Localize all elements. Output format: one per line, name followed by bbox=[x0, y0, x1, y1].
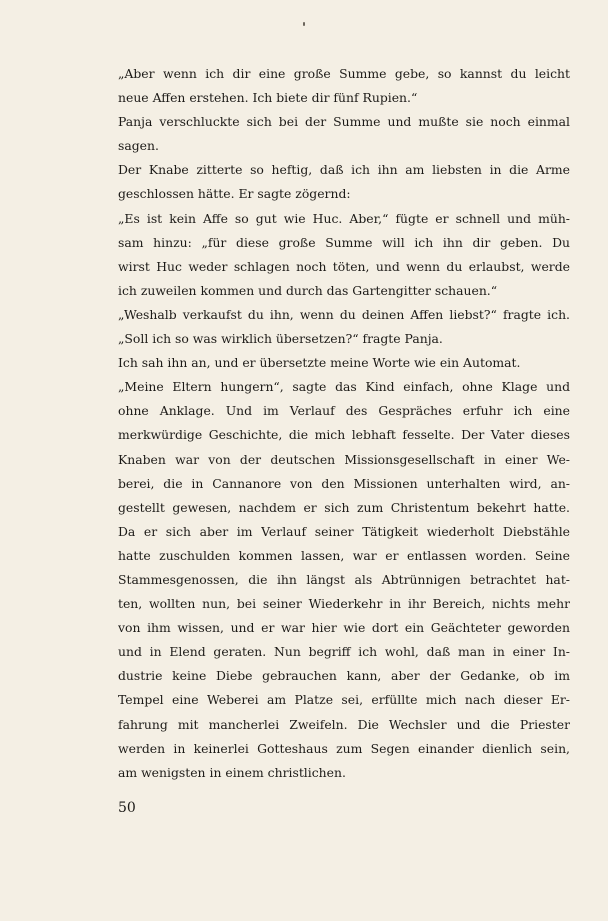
text-line: hatte zuschulden kommen lassen, war er entlassen worden. Seine bbox=[118, 547, 570, 563]
text-line: ten, wollten nun, bei seiner Wiederkehr in ihr Bereich, nichts mehr bbox=[118, 596, 570, 612]
text-line: dustrie keine Diebe gebrauchen kann, aber der Gedanke, ob im bbox=[118, 668, 570, 684]
text-line: sam hinzu: „für diese große Summe will ich ihn dir geben. Du bbox=[118, 234, 570, 250]
text-line: geschlossen hätte. Er sagte zögernd: bbox=[118, 186, 351, 202]
text-line: „Es ist kein Affe so gut wie Huc. Aber,“ fügte er schnell und müh- bbox=[118, 210, 570, 226]
text-line: am wenigsten in einem christlichen. bbox=[118, 764, 346, 780]
text-line: „Meine Eltern hungern“, sagte das Kind einfach, ohne Klage und bbox=[118, 379, 570, 395]
text-line: von ihm wissen, und er war hier wie dort ein Geächteter geworden bbox=[118, 620, 570, 636]
text-line: ohne Anklage. Und im Verlauf des Gespräches erfuhr ich eine bbox=[118, 403, 570, 419]
text-line: fahrung mit mancherlei Zweifeln. Die Wechsler und die Priester bbox=[118, 716, 570, 732]
text-line: berei, die in Cannanore von den Missionen unterhalten wird, an- bbox=[118, 475, 570, 491]
text-line: Der Knabe zitterte so heftig, daß ich ihn am liebsten in die Arme bbox=[118, 162, 570, 178]
text-line: „Aber wenn ich dir eine große Summe gebe, so kannst du leicht bbox=[118, 66, 570, 81]
text-line: Da er sich aber im Verlauf seiner Tätigkeit wiederholt Diebstähle bbox=[118, 523, 570, 539]
text-line: ich zuweilen kommen und durch das Gartengitter schauen.“ bbox=[118, 282, 498, 298]
paper-speck bbox=[303, 22, 305, 26]
text-line: „Soll ich so was wirklich übersetzen?“ fragte Panja. bbox=[118, 331, 443, 347]
text-line: werden in keinerlei Gotteshaus zum Segen einander dienlich sein, bbox=[118, 740, 570, 756]
text-line: merkwürdige Geschichte, die mich lebhaft fesselte. Der Vater dieses bbox=[118, 427, 570, 443]
page-number: 50 bbox=[118, 800, 136, 816]
text-line: neue Affen erstehen. Ich biete dir fünf Rupien.“ bbox=[118, 90, 418, 106]
body-text bbox=[118, 62, 570, 785]
text-line: und in Elend geraten. Nun begriff ich wohl, daß man in einer In- bbox=[118, 644, 570, 660]
text-line: wirst Huc weder schlagen noch töten, und wenn du erlaubst, werde bbox=[118, 258, 570, 274]
text-line: Knaben war von der deutschen Missionsgesellschaft in einer We- bbox=[118, 451, 570, 467]
text-line: Stammesgenossen, die ihn längst als Abtrünnigen betrachtet hat- bbox=[118, 571, 570, 587]
text-line: Ich sah ihn an, und er übersetzte meine Worte wie ein Automat. bbox=[118, 355, 521, 371]
text-line: sagen. bbox=[118, 138, 159, 154]
text-line: „Weshalb verkaufst du ihn, wenn du deinen Affen liebst?“ fragte ich. bbox=[118, 306, 570, 322]
text-line: Tempel eine Weberei am Platze sei, erfüllte mich nach dieser Er- bbox=[118, 692, 570, 708]
text-line: gestellt gewesen, nachdem er sich zum Christentum bekehrt hatte. bbox=[118, 499, 570, 515]
text-line: Panja verschluckte sich bei der Summe und mußte sie noch einmal bbox=[118, 114, 570, 130]
